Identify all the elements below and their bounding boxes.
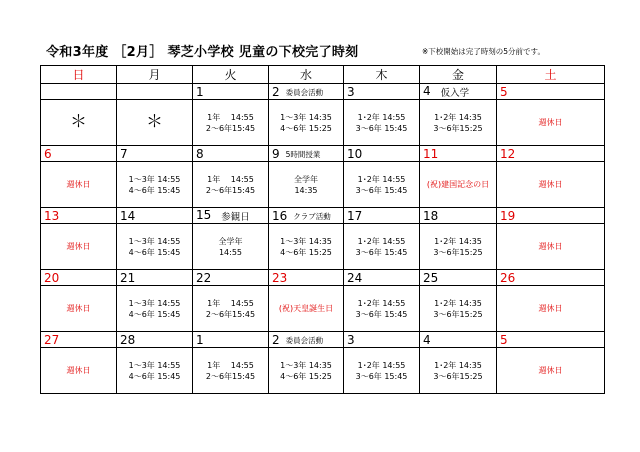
weekday-fri: 金 xyxy=(420,66,497,84)
day-number-cell xyxy=(269,270,344,286)
week-3-time-row xyxy=(41,224,605,270)
day-number-cell xyxy=(420,146,497,162)
day-number-cell xyxy=(117,270,193,286)
day-number-cell xyxy=(269,84,344,100)
day-number: 20 xyxy=(44,270,60,285)
day-number: 2 xyxy=(272,332,280,347)
day-number-cell xyxy=(269,208,344,224)
week-1-time-row xyxy=(41,100,605,146)
day-event: 委員会活動 xyxy=(285,87,324,97)
weekday-sat: 土 xyxy=(497,66,605,84)
week-4-time-row xyxy=(41,286,605,332)
dismissal-time: 1年 14:55 2～6年15:45 xyxy=(193,286,269,332)
star-mark: ＊ xyxy=(41,100,117,146)
day-number: 26 xyxy=(500,270,516,285)
dismissal-time: 1～3年 14:55 4～6年 15:45 xyxy=(117,348,193,394)
day-event: 5時間授業 xyxy=(285,149,321,159)
day-number: 6 xyxy=(44,146,52,161)
day-number-cell xyxy=(344,84,420,100)
day-number-cell xyxy=(420,332,497,348)
day-number: 4 xyxy=(423,84,431,99)
dismissal-time: 1･2年 14:35 3～6年15:25 xyxy=(420,348,497,394)
day-event: 参観日 xyxy=(221,211,250,223)
dismissal-time: 1･2年 14:55 3～6年 15:45 xyxy=(344,162,420,208)
page-title: 令和3年度 ［2月］ 琴芝小学校 児童の下校完了時刻 xyxy=(46,45,359,60)
day-number-cell xyxy=(193,270,269,286)
day-number-cell xyxy=(41,332,117,348)
day-number: 5 xyxy=(500,332,508,347)
day-number-cell xyxy=(344,332,420,348)
star-mark: ＊ xyxy=(117,100,193,146)
holiday-label: 週休日 xyxy=(41,162,117,208)
day-number-cell xyxy=(117,84,193,100)
holiday-label: 週休日 xyxy=(497,286,605,332)
day-number: 14 xyxy=(120,208,136,223)
day-number-cell xyxy=(41,270,117,286)
day-number-cell xyxy=(420,208,497,224)
holiday-label: 週休日 xyxy=(41,348,117,394)
day-number: 23 xyxy=(272,270,288,285)
holiday-label: (祝)天皇誕生日 xyxy=(269,286,344,332)
day-number-cell xyxy=(497,332,605,348)
weekday-tue: 火 xyxy=(193,66,269,84)
day-number: 11 xyxy=(423,146,439,161)
dismissal-time: 1～3年 14:55 4～6年 15:45 xyxy=(117,162,193,208)
day-number-cell xyxy=(344,208,420,224)
week-2-date-row xyxy=(41,146,605,162)
dismissal-time: 1･2年 14:35 3～6年15:25 xyxy=(420,100,497,146)
dismissal-time: 1･2年 14:35 3～6年15:25 xyxy=(420,224,497,270)
day-number: 25 xyxy=(423,270,439,285)
day-number-cell xyxy=(41,208,117,224)
dismissal-time: 1年 14:55 2～6年15:45 xyxy=(193,162,269,208)
day-number-cell xyxy=(497,270,605,286)
day-number: 19 xyxy=(500,208,516,223)
dismissal-time: 1～3年 14:55 4～6年 15:45 xyxy=(117,286,193,332)
day-number-cell xyxy=(193,208,269,224)
day-number: 17 xyxy=(347,208,363,223)
day-event: 委員会活動 xyxy=(285,335,324,345)
day-number: 8 xyxy=(196,146,204,161)
day-number-cell xyxy=(497,146,605,162)
day-number: 16 xyxy=(272,208,288,223)
day-number: 22 xyxy=(196,270,212,285)
day-number-cell xyxy=(117,332,193,348)
day-number-cell xyxy=(497,84,605,100)
dismissal-time: 1～3年 14:35 4～6年 15:25 xyxy=(269,100,344,146)
day-number-cell xyxy=(497,208,605,224)
day-number-cell xyxy=(117,146,193,162)
holiday-label: 週休日 xyxy=(497,224,605,270)
day-number-cell xyxy=(420,270,497,286)
dismissal-time: 1～3年 14:55 4～6年 15:45 xyxy=(117,224,193,270)
day-number: 7 xyxy=(120,146,128,161)
day-number: 3 xyxy=(347,332,355,347)
day-number-cell xyxy=(193,84,269,100)
day-number: 12 xyxy=(500,146,516,161)
dismissal-time: 1･2年 14:55 3～6年 15:45 xyxy=(344,224,420,270)
day-number: 9 xyxy=(272,146,280,161)
week-4-date-row xyxy=(41,270,605,286)
day-number-cell xyxy=(193,332,269,348)
day-number: 1 xyxy=(196,332,204,347)
day-number: 13 xyxy=(44,208,60,223)
holiday-label: 週休日 xyxy=(497,162,605,208)
day-number: 18 xyxy=(423,208,439,223)
day-number: 3 xyxy=(347,84,355,99)
dismissal-time: 1～3年 14:35 4～6年 15:25 xyxy=(269,348,344,394)
day-number: 15 xyxy=(196,208,212,223)
day-number: 24 xyxy=(347,270,363,285)
week-2-time-row xyxy=(41,162,605,208)
calendar-table xyxy=(40,65,605,394)
weekday-header-row xyxy=(41,66,605,84)
holiday-label: 週休日 xyxy=(497,348,605,394)
day-number: 1 xyxy=(196,84,204,99)
dismissal-time: 1･2年 14:55 3～6年 15:45 xyxy=(344,100,420,146)
day-number: 27 xyxy=(44,332,60,347)
dismissal-time: 全学年 14:35 xyxy=(269,162,344,208)
day-number-cell xyxy=(269,146,344,162)
day-event: 仮入学 xyxy=(440,87,470,99)
day-number-cell xyxy=(41,84,117,100)
day-number: 2 xyxy=(272,84,280,99)
week-5-time-row xyxy=(41,348,605,394)
dismissal-time: 1～3年 14:35 4～6年 15:25 xyxy=(269,224,344,270)
week-3-date-row xyxy=(41,208,605,224)
dismissal-note: ※下校開始は完了時刻の5分前です。 xyxy=(422,47,545,56)
holiday-label: (祝)建国記念の日 xyxy=(420,162,497,208)
dismissal-time: 全学年 14:55 xyxy=(193,224,269,270)
day-number-cell xyxy=(41,146,117,162)
day-event: クラブ活動 xyxy=(293,211,331,221)
weekday-sun: 日 xyxy=(41,66,117,84)
day-number-cell xyxy=(193,146,269,162)
weekday-mon: 月 xyxy=(117,66,193,84)
day-number: 4 xyxy=(423,332,431,347)
day-number: 5 xyxy=(500,84,508,99)
dismissal-time: 1･2年 14:55 3～6年 15:45 xyxy=(344,286,420,332)
weekday-thu: 木 xyxy=(344,66,420,84)
day-number: 10 xyxy=(347,146,363,161)
dismissal-time: 1･2年 14:35 3～6年15:25 xyxy=(420,286,497,332)
day-number-cell xyxy=(117,208,193,224)
holiday-label: 週休日 xyxy=(41,224,117,270)
dismissal-time: 1･2年 14:55 3～6年 15:45 xyxy=(344,348,420,394)
day-number: 21 xyxy=(120,270,136,285)
day-number-cell xyxy=(269,332,344,348)
week-5-date-row xyxy=(41,332,605,348)
holiday-label: 週休日 xyxy=(497,100,605,146)
holiday-label: 週休日 xyxy=(41,286,117,332)
dismissal-time: 1年 14:55 2～6年15:45 xyxy=(193,100,269,146)
day-number-cell xyxy=(344,146,420,162)
week-1-date-row xyxy=(41,84,605,100)
day-number-cell xyxy=(344,270,420,286)
day-number-cell xyxy=(420,84,497,100)
weekday-wed: 水 xyxy=(269,66,344,84)
day-number: 28 xyxy=(120,332,136,347)
dismissal-time: 1年 14:55 2～6年15:45 xyxy=(193,348,269,394)
